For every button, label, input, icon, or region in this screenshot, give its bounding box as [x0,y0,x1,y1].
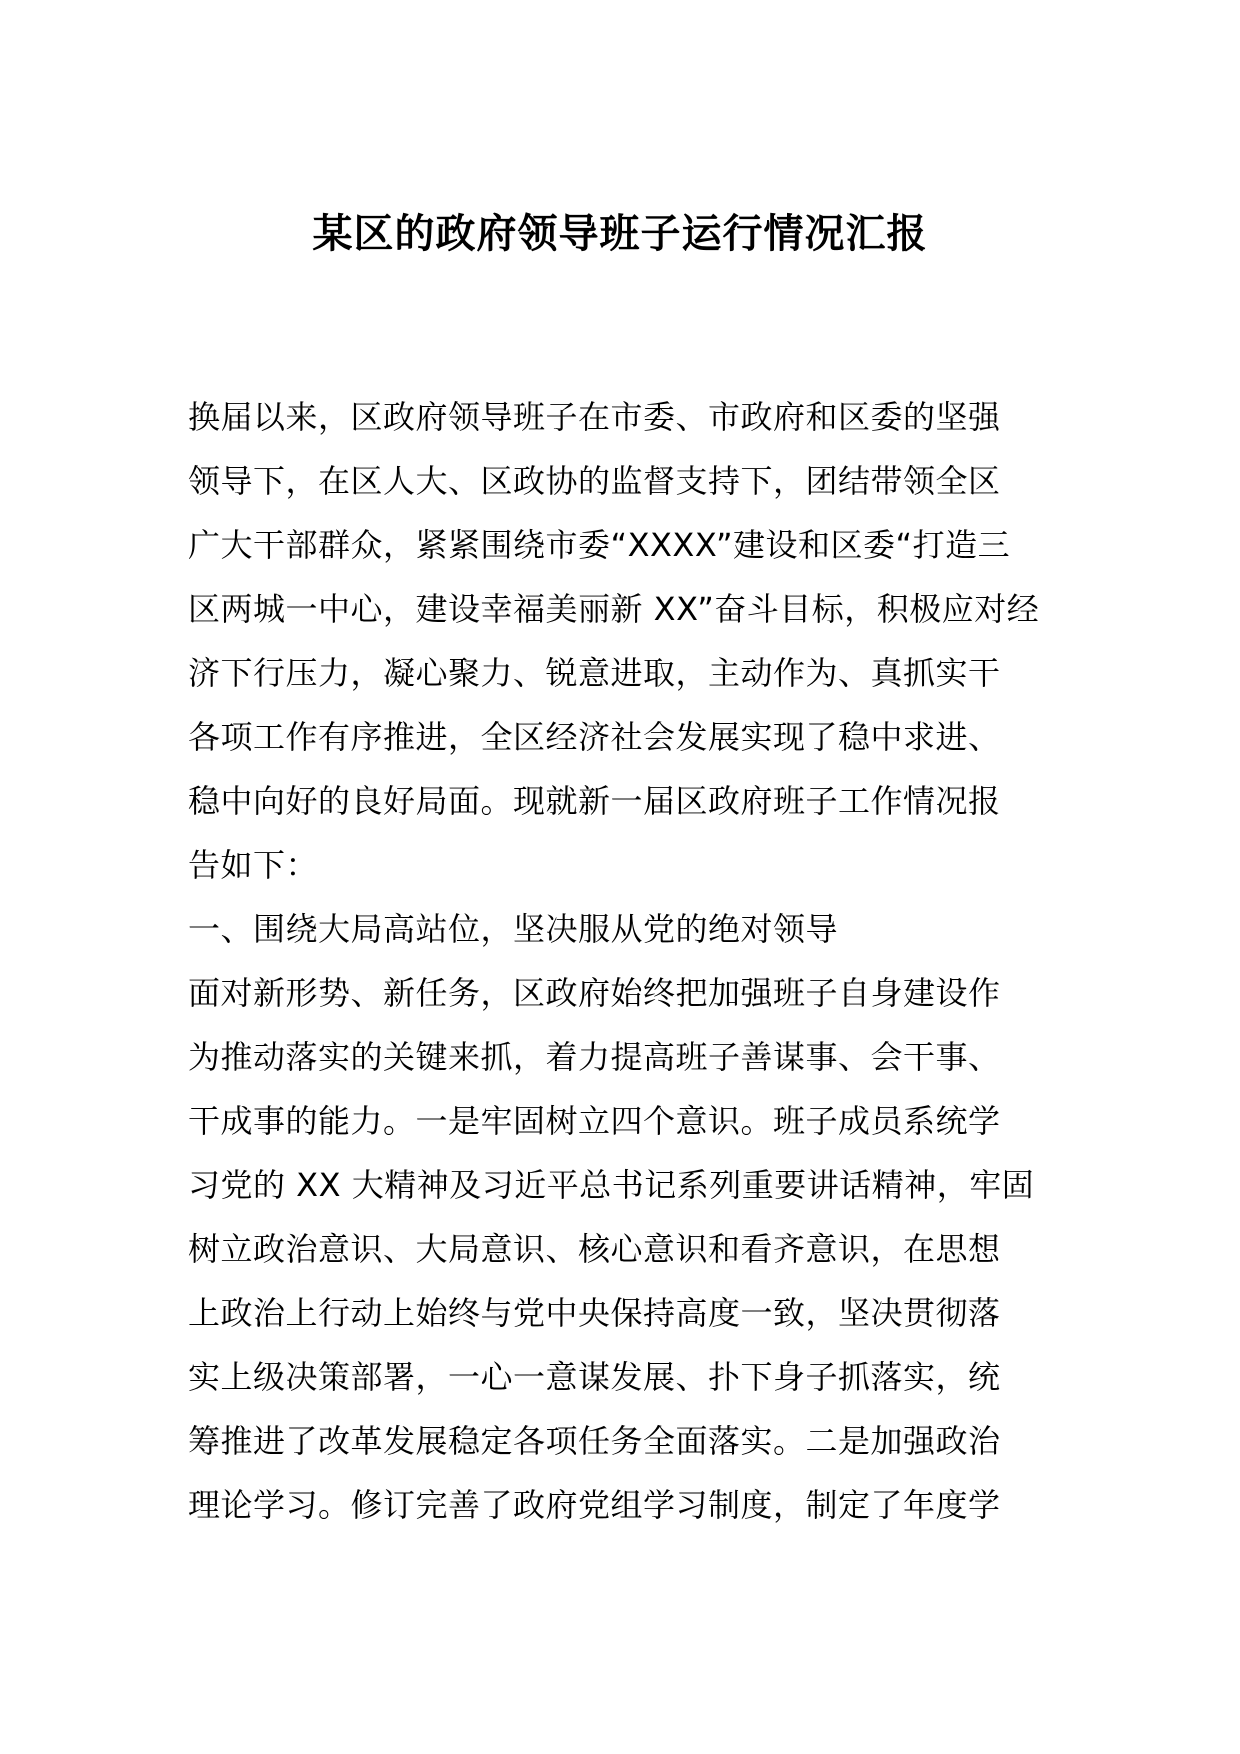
body-line: 理论学习。修订完善了政府党组学习制度，制定了年度学 [188,1486,1001,1524]
body-line: 习党的 XX 大精神及习近平总书记系列重要讲话精神，牢固 [188,1166,1035,1204]
body-line: 为推动落实的关键来抓，着力提高班子善谋事、会干事、 [188,1038,1001,1076]
body-line: 换届以来，区政府领导班子在市委、市政府和区委的坚强 [188,398,1001,436]
body-line: 筹推进了改革发展稳定各项任务全面落实。二是加强政治 [188,1422,1001,1460]
body-line: 树立政治意识、大局意识、核心意识和看齐意识，在思想 [188,1230,1001,1268]
body-line: 领导下，在区人大、区政协的监督支持下，团结带领全区 [188,462,1001,500]
body-line: 面对新形势、新任务，区政府始终把加强班子自身建设作 [188,974,1001,1012]
body-line: 稳中向好的良好局面。现就新一届区政府班子工作情况报 [188,782,1001,820]
body-line: 各项工作有序推进，全区经济社会发展实现了稳中求进、 [188,718,1001,756]
document-body [188,385,1060,1537]
body-line: 区两城一中心，建设幸福美丽新 XX”奋斗目标，积极应对经 [188,590,1040,628]
body-line: 干成事的能力。一是牢固树立四个意识。班子成员系统学 [188,1102,1001,1140]
body-line: 济下行压力，凝心聚力、锐意进取，主动作为、真抓实干 [188,654,1001,692]
body-line: 实上级决策部署，一心一意谋发展、扑下身子抓落实，统 [188,1358,1001,1396]
section-heading: 一、围绕大局高站位，坚决服从党的绝对领导 [188,910,839,948]
body-line: 上政治上行动上始终与党中央保持高度一致，坚决贯彻落 [188,1294,1001,1332]
body-line: 告如下： [188,846,319,884]
document-title: 某区的政府领导班子运行情况汇报 [312,211,928,257]
body-line: 广大干部群众，紧紧围绕市委“XXXX”建设和区委“打造三 [188,526,1011,564]
